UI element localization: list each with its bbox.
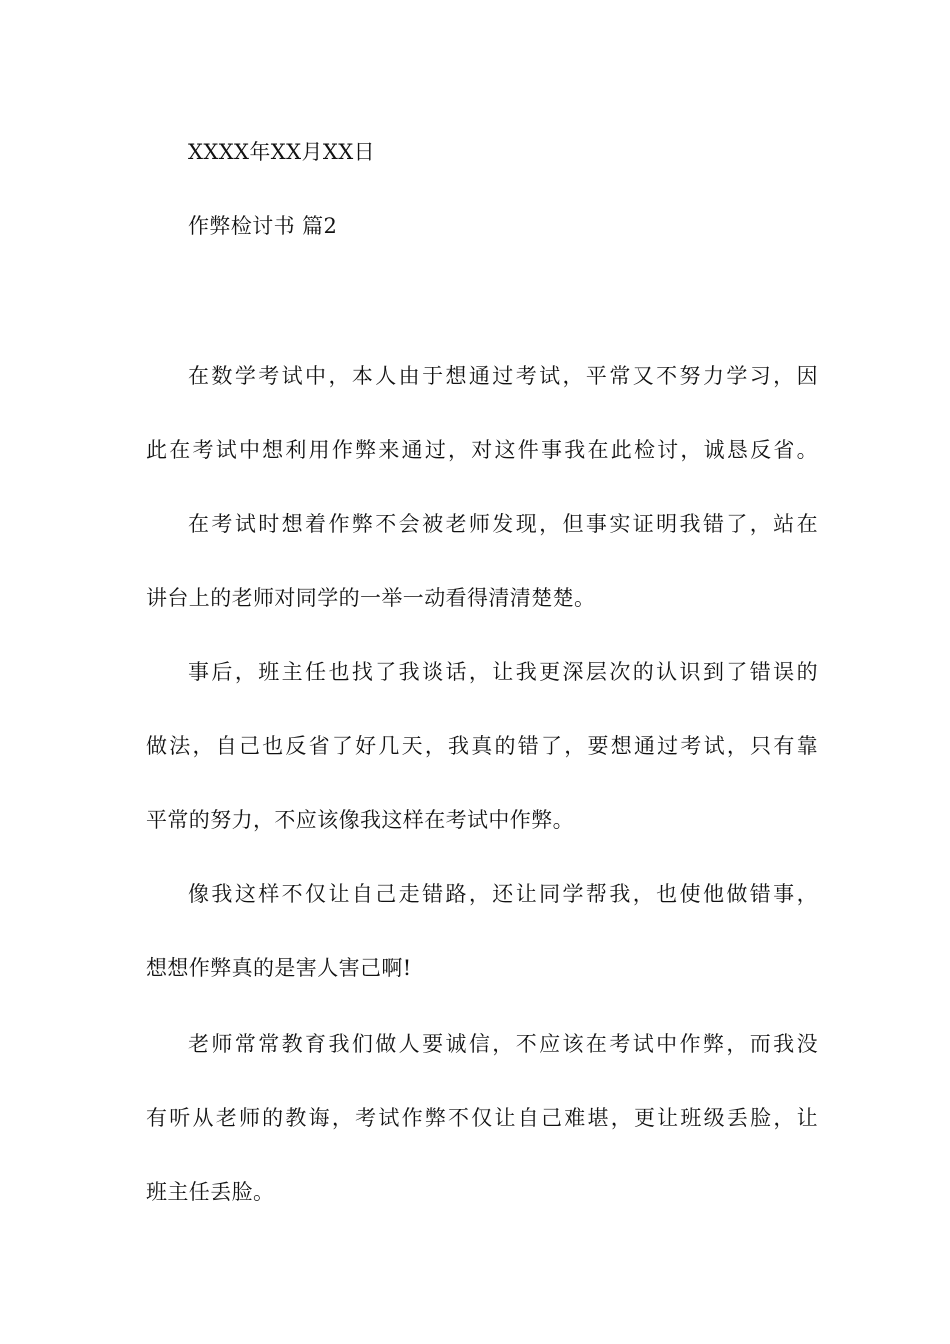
date-line: XXXX年XX月XX日 [188,140,376,164]
paragraph-2-line-1: 在考试时想着作弊不会被老师发现，但事实证明我错了，站在 [188,512,818,536]
paragraph-5-line-2: 有听从老师的教诲，考试作弊不仅让自己难堪，更让班级丢脸，让 [146,1106,818,1130]
section-title: 作弊检讨书 篇2 [188,214,338,238]
paragraph-3-line-2: 做法，自己也反省了好几天，我真的错了，要想通过考试，只有靠 [146,734,818,758]
paragraph-1-line-1: 在数学考试中，本人由于想通过考试，平常又不努力学习，因 [188,364,818,388]
paragraph-5-line-3: 班主任丢脸。 [146,1180,275,1204]
paragraph-4-line-1: 像我这样不仅让自己走错路，还让同学帮我，也使他做错事， [188,882,818,906]
paragraph-2-line-2: 讲台上的老师对同学的一举一动看得清清楚楚。 [146,586,596,610]
paragraph-3-line-3: 平常的努力，不应该像我这样在考试中作弊。 [146,808,574,832]
paragraph-1-line-2: 此在考试中想利用作弊来通过，对这件事我在此检讨，诚恳反省。 [146,438,818,462]
paragraph-4-line-2: 想想作弊真的是害人害己啊! [146,956,412,980]
paragraph-3-line-1: 事后，班主任也找了我谈话，让我更深层次的认识到了错误的 [188,660,818,684]
paragraph-5-line-1: 老师常常教育我们做人要诚信，不应该在考试中作弊，而我没 [188,1032,818,1056]
